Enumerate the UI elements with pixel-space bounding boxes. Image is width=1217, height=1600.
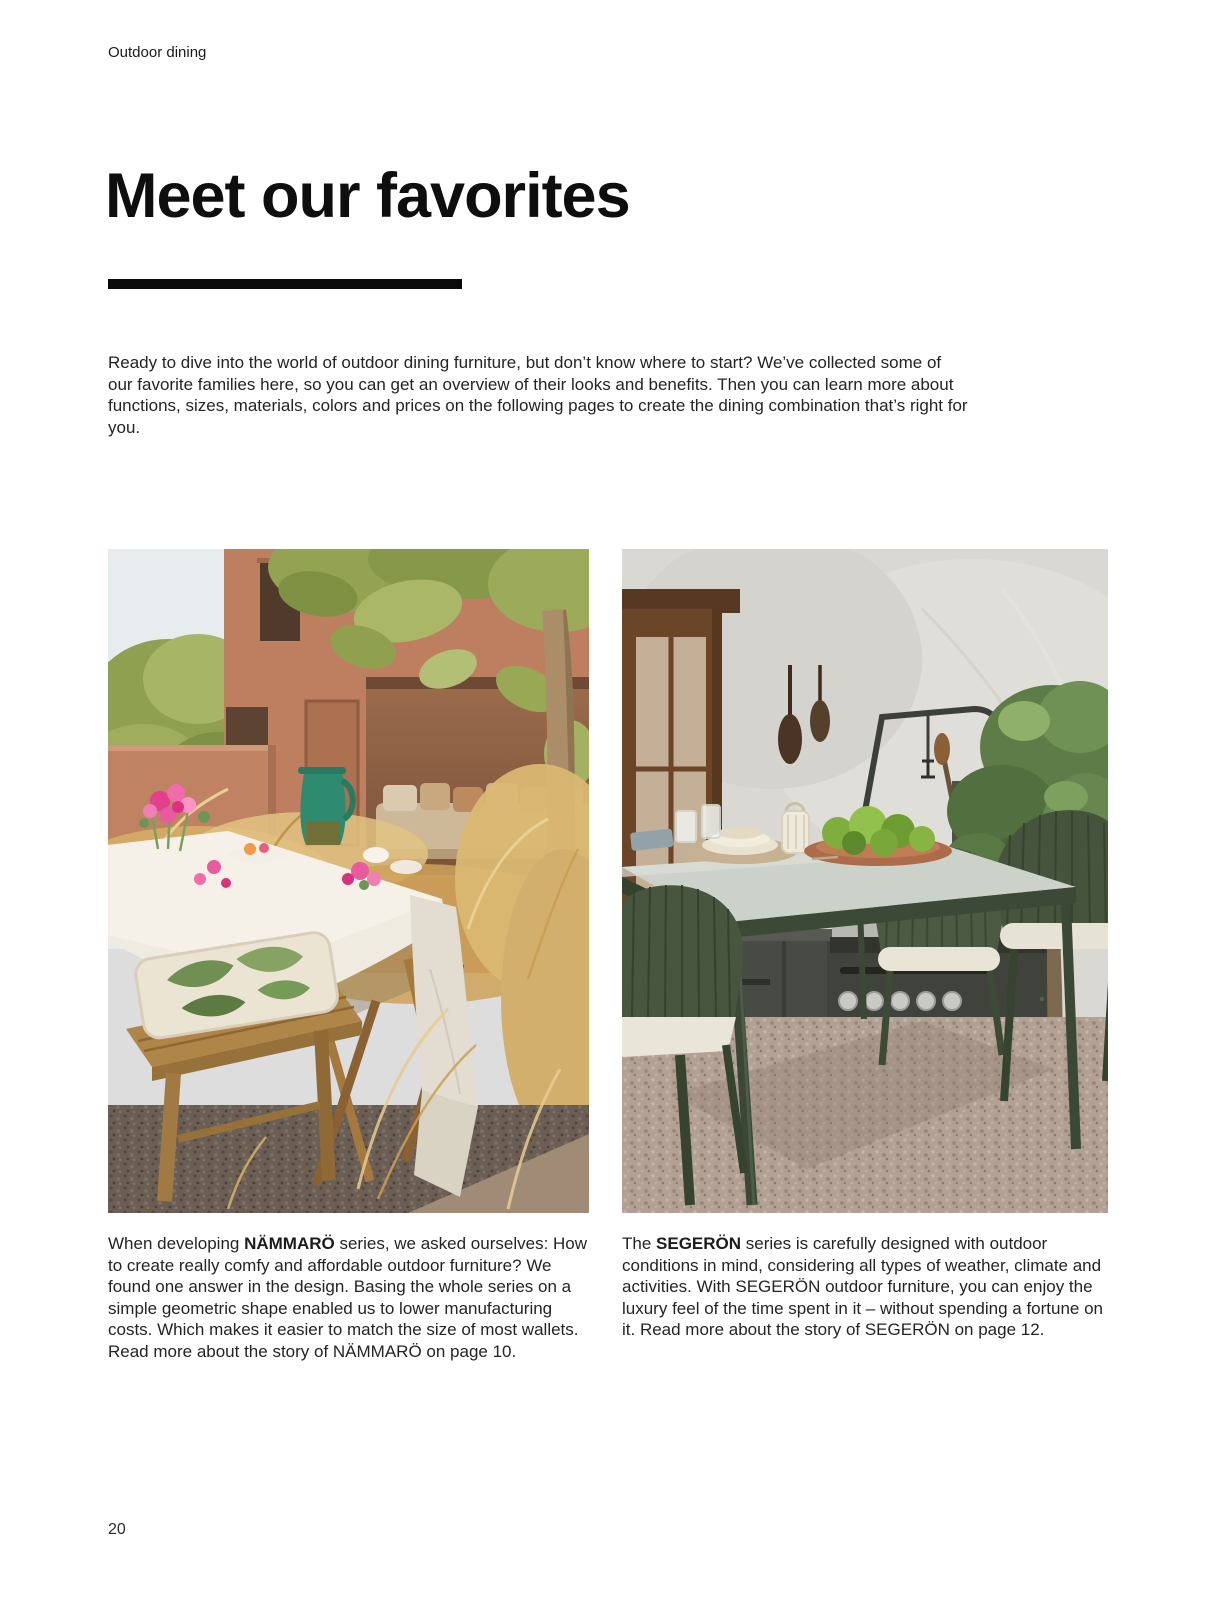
caption-text-segment: series is carefully designed with outdoor conditions in mind, considering all types of weather, climate and activities. With SEGERÖN outdoor furniture, you can enjoy the luxury feel of the time spent in it – without spending a fortune on it. Read more about the story of SEGERÖN on page 12.: [622, 1234, 1104, 1340]
series-name-nammaro: NÄMMARÖ: [244, 1234, 335, 1253]
caption-text-segment: When developing: [108, 1234, 245, 1253]
caption-text-segment: series, we asked ourselves: How to create really comfy and affordable outdoor furniture? We found one answer in the design. Basing the whole series on a simple geometric shape enabled us to lower manufacturing costs. Which makes it easier to match the size of most wallets. Read more about the story of NÄMMARÖ on page 10.: [108, 1234, 588, 1361]
section-eyebrow: Outdoor dining: [108, 44, 207, 61]
segeron-photo: [622, 549, 1108, 1213]
caption-text-segment: The: [622, 1234, 657, 1253]
title-underline-rule: [108, 279, 462, 289]
page-number: 20: [108, 1521, 126, 1538]
caption-nammaro: [108, 1233, 589, 1363]
nammaro-photo: [108, 549, 589, 1213]
page-title: Meet our favorites: [105, 161, 630, 231]
series-name-segeron: SEGERÖN: [656, 1234, 742, 1253]
intro-paragraph: Ready to dive into the world of outdoor dining furniture, but don’t know where to start? We’ve collected some of our favorite families here, so you can get an overview of their looks and benefits. Then you can learn more about functions, sizes, materials, colors and prices on the following pages to create the dining combination that’s right for you.: [108, 353, 968, 437]
photo-row: [108, 549, 1108, 1213]
caption-segeron: [622, 1233, 1108, 1363]
caption-row: [108, 1233, 1108, 1363]
